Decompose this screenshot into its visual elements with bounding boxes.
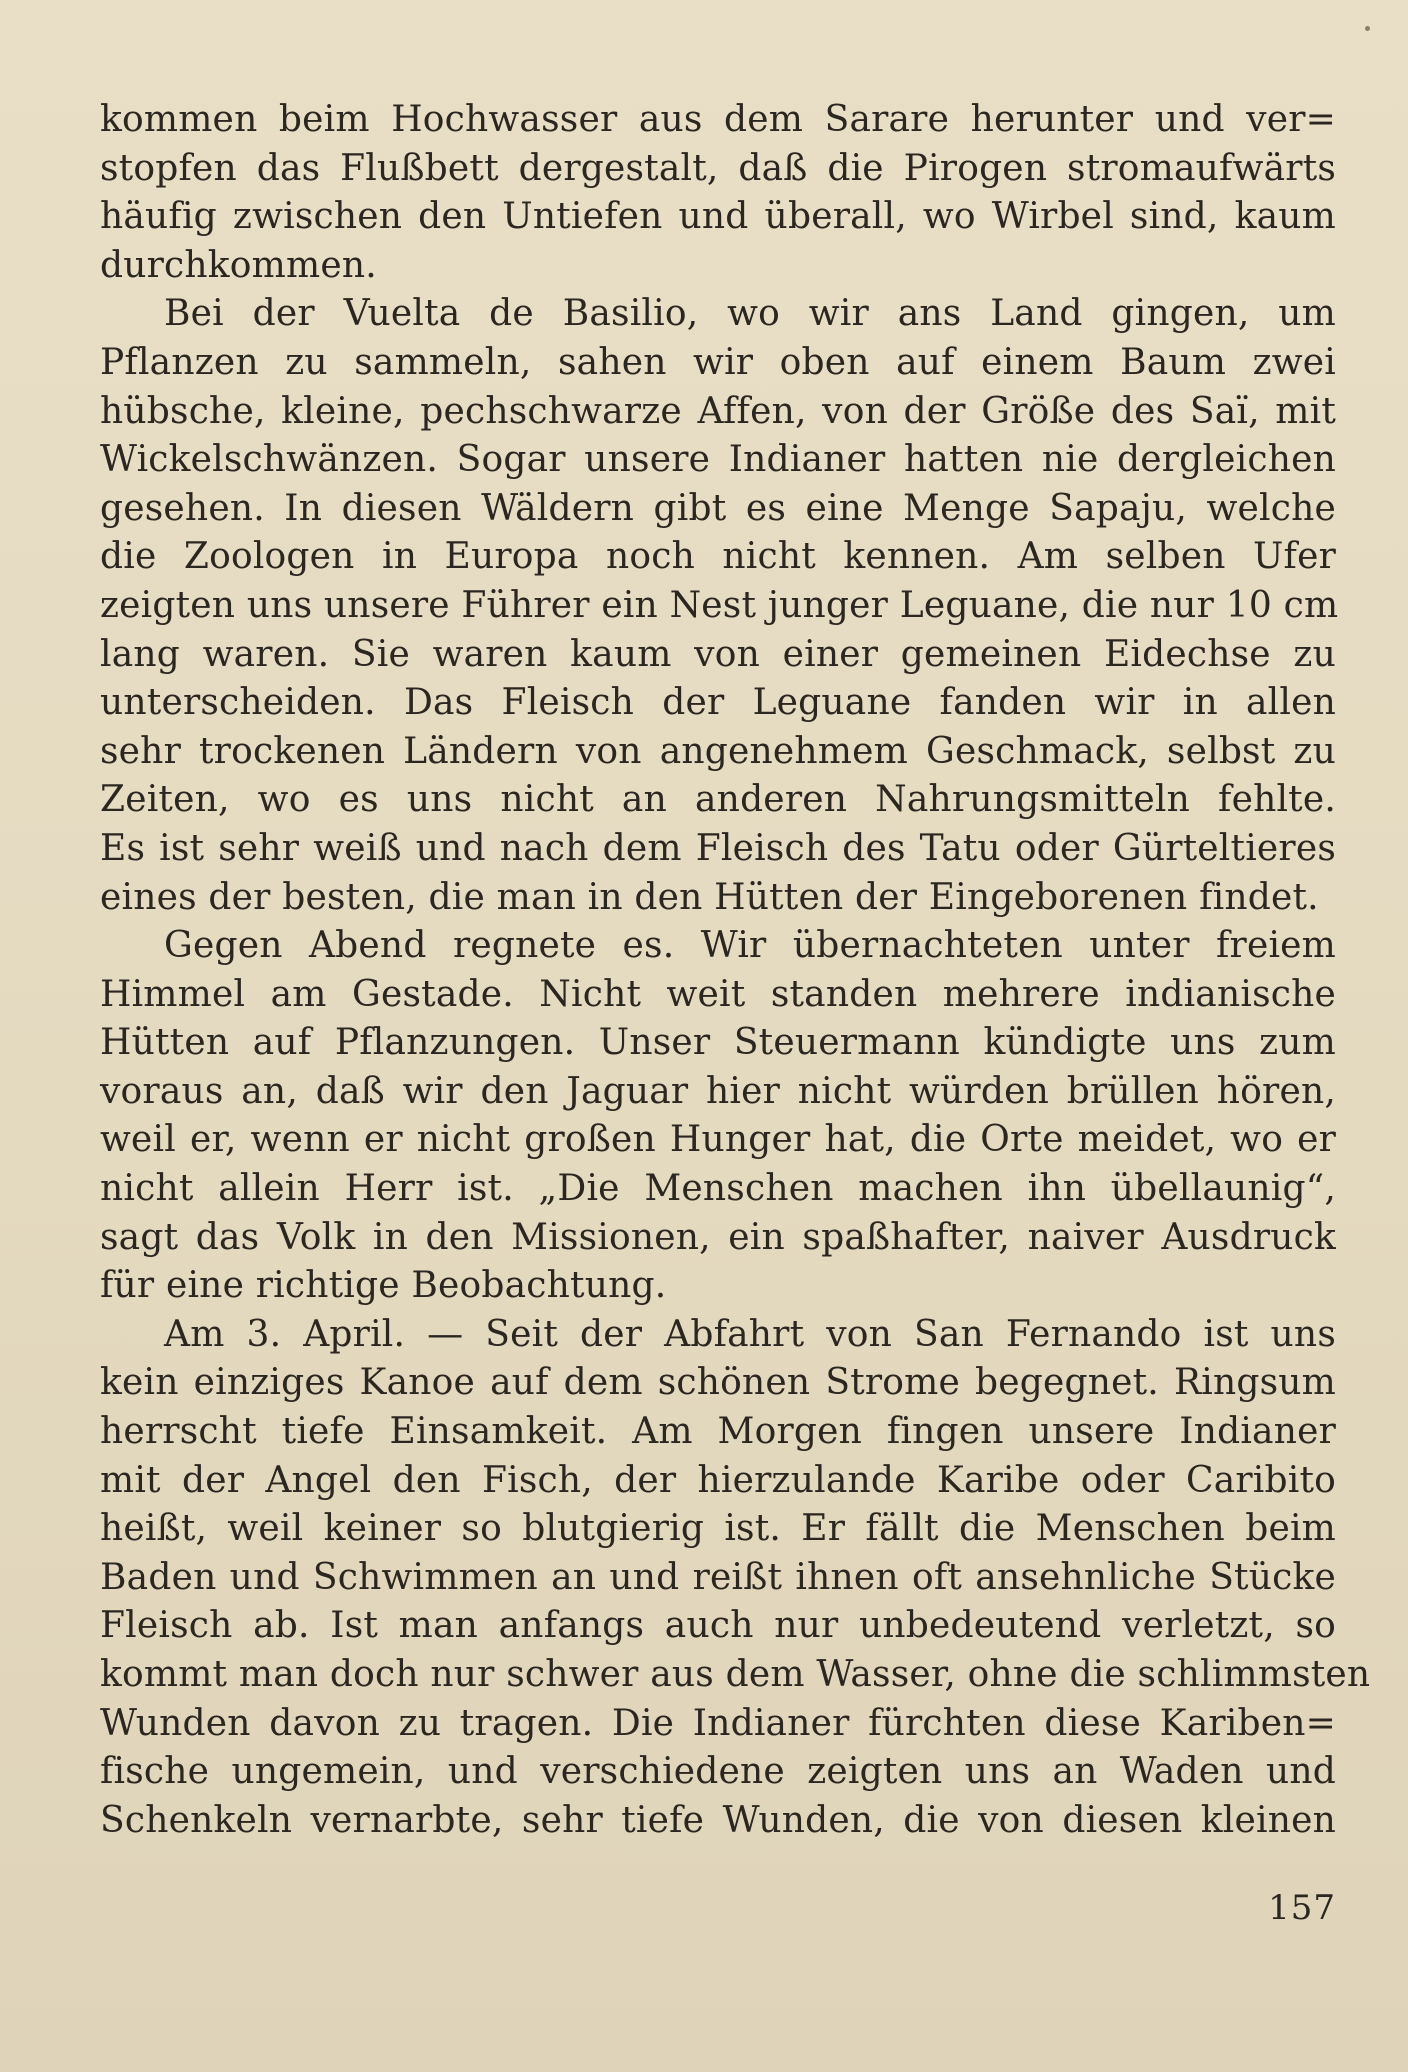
text-line: durchkommen. xyxy=(100,244,377,286)
text-line: mit der Angel den Fisch, der hierzulande Karibe oder Caribito xyxy=(100,1459,1336,1501)
text-line: Am 3. April. — Seit der Abfahrt von San Fernando ist uns xyxy=(164,1313,1336,1355)
text-line: heißt, weil keiner so blutgierig ist. Er fällt die Menschen beim xyxy=(100,1508,1336,1550)
text-line: Zeiten, wo es uns nicht an anderen Nahrungsmitteln fehlte. xyxy=(100,779,1336,821)
text-line: unterscheiden. Das Fleisch der Leguane fanden wir in allen xyxy=(100,682,1336,724)
text-line: fische ungemein, und verschiedene zeigten uns an Waden und xyxy=(100,1751,1336,1793)
page-number: 157 xyxy=(1268,1888,1336,1928)
text-line: nicht allein Herr ist. „Die Menschen machen ihn übellaunig“, xyxy=(100,1168,1336,1210)
text-line: Gegen Abend regnete es. Wir übernachteten unter freiem xyxy=(164,925,1336,967)
text-line: hübsche, kleine, pechschwarze Affen, von der Größe des Saï, mit xyxy=(100,390,1336,432)
text-line: Schenkeln vernarbte, sehr tiefe Wunden, die von diesen kleinen xyxy=(100,1799,1336,1841)
text-line: Bei der Vuelta de Basilio, wo wir ans Land gingen, um xyxy=(164,293,1336,335)
text-line: stopfen das Flußbett dergestalt, daß die Pirogen stromaufwärts xyxy=(100,147,1336,189)
text-line: kommt man doch nur schwer aus dem Wasser, ohne die schlimmsten xyxy=(100,1654,1371,1695)
text-line: Pflanzen zu sammeln, sahen wir oben auf einem Baum zwei xyxy=(100,341,1336,383)
body-text xyxy=(100,96,1371,1845)
text-line: zeigten uns unsere Führer ein Nest junger Leguane, die nur 10 cm xyxy=(100,584,1339,626)
text-line: sehr trockenen Ländern von angenehmem Geschmack, selbst zu xyxy=(100,730,1336,772)
paper-speck xyxy=(1365,26,1370,31)
text-line: kein einziges Kanoe auf dem schönen Strome begegnet. Ringsum xyxy=(100,1362,1336,1404)
text-line: häufig zwischen den Untiefen und überall, wo Wirbel sind, kaum xyxy=(100,196,1336,238)
text-line: voraus an, daß wir den Jaguar hier nicht würden brüllen hören, xyxy=(100,1070,1336,1112)
text-line: sagt das Volk in den Missionen, ein spaßhafter, naiver Ausdruck xyxy=(100,1216,1336,1258)
text-line: Himmel am Gestade. Nicht weit standen mehrere indianische xyxy=(100,973,1336,1015)
text-line: weil er, wenn er nicht großen Hunger hat, die Orte meidet, wo er xyxy=(100,1119,1336,1161)
text-line: herrscht tiefe Einsamkeit. Am Morgen fingen unsere Indianer xyxy=(100,1411,1336,1453)
text-line: die Zoologen in Europa noch nicht kennen. Am selben Ufer xyxy=(100,536,1336,578)
text-line: Hütten auf Pflanzungen. Unser Steuermann kündigte uns zum xyxy=(100,1022,1336,1064)
text-line: lang waren. Sie waren kaum von einer gemeinen Eidechse zu xyxy=(100,633,1336,675)
text-line: Baden und Schwimmen an und reißt ihnen oft ansehnliche Stücke xyxy=(100,1556,1336,1598)
text-line: kommen beim Hochwasser aus dem Sarare herunter und ver= xyxy=(100,99,1336,140)
text-line: Wickelschwänzen. Sogar unsere Indianer hatten nie dergleichen xyxy=(100,439,1336,481)
text-line: Wunden davon zu tragen. Die Indianer fürchten diese Kariben= xyxy=(100,1702,1336,1744)
text-line: Fleisch ab. Ist man anfangs auch nur unbedeutend verletzt, so xyxy=(100,1605,1336,1647)
text-line: Es ist sehr weiß und nach dem Fleisch des Tatu oder Gürteltieres xyxy=(100,827,1336,869)
text-line: eines der besten, die man in den Hütten der Eingeborenen findet. xyxy=(100,876,1319,918)
text-line: für eine richtige Beobachtung. xyxy=(100,1265,667,1307)
text-line: gesehen. In diesen Wäldern gibt es eine Menge Sapaju, welche xyxy=(100,487,1336,529)
